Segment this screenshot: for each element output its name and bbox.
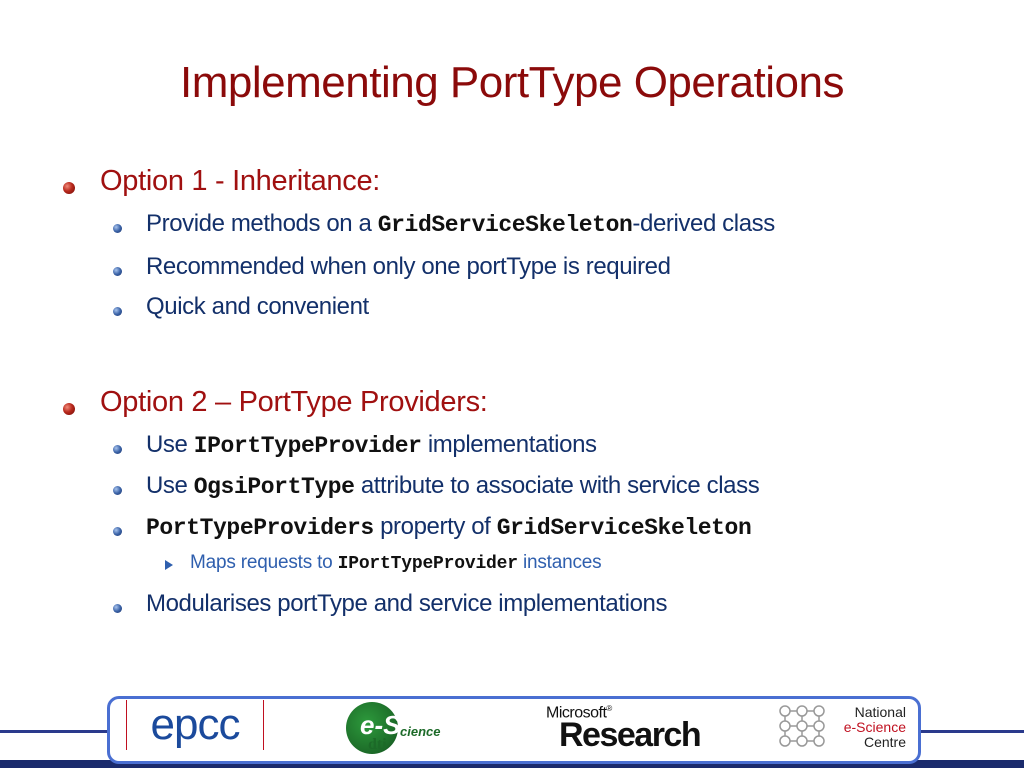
option2-sub-item: Maps requests to IPortTypeProvider instances bbox=[190, 552, 602, 574]
escience-text: cience bbox=[400, 724, 441, 739]
bullet-icon bbox=[113, 445, 122, 454]
escience-dti-logo bbox=[346, 702, 456, 754]
bullet-icon bbox=[113, 224, 122, 233]
bullet-icon bbox=[113, 486, 122, 495]
slide-title: Implementing PortType Operations bbox=[180, 58, 844, 107]
research-text: Research bbox=[559, 716, 701, 754]
option2-item-1: Use IPortTypeProvider implementations bbox=[146, 431, 597, 459]
option1-heading: Option 1 - Inheritance: bbox=[100, 165, 381, 197]
option2-item-4: Modularises portType and service implementations bbox=[146, 590, 668, 617]
bullet-icon bbox=[113, 307, 122, 316]
bullet-icon bbox=[113, 604, 122, 613]
bullet-icon bbox=[63, 403, 75, 415]
bullet-icon bbox=[113, 267, 122, 276]
epcc-logo: epcc bbox=[126, 700, 264, 750]
microsoft-text: Microsoft® bbox=[546, 704, 612, 722]
arrow-bullet-icon bbox=[165, 560, 173, 570]
nesc-text: National e-Science Centre bbox=[843, 704, 906, 750]
option1-item-2: Recommended when only one portType is required bbox=[146, 253, 671, 280]
dti-text: dti bbox=[368, 736, 387, 753]
escience-mark: e-S bbox=[360, 710, 401, 740]
option1-item-3: Quick and convenient bbox=[146, 293, 369, 320]
nesc-logo-icon bbox=[778, 704, 826, 748]
option2-item-2: Use OgsiPortType attribute to associate with service class bbox=[146, 472, 760, 500]
bullet-icon bbox=[63, 182, 75, 194]
option2-item-3: PortTypeProviders property of GridServiceSkeleton bbox=[146, 513, 752, 541]
option1-item-1: Provide methods on a GridServiceSkeleton-derived class bbox=[146, 210, 775, 238]
bullet-icon bbox=[113, 527, 122, 536]
option2-heading: Option 2 – PortType Providers: bbox=[100, 386, 488, 418]
